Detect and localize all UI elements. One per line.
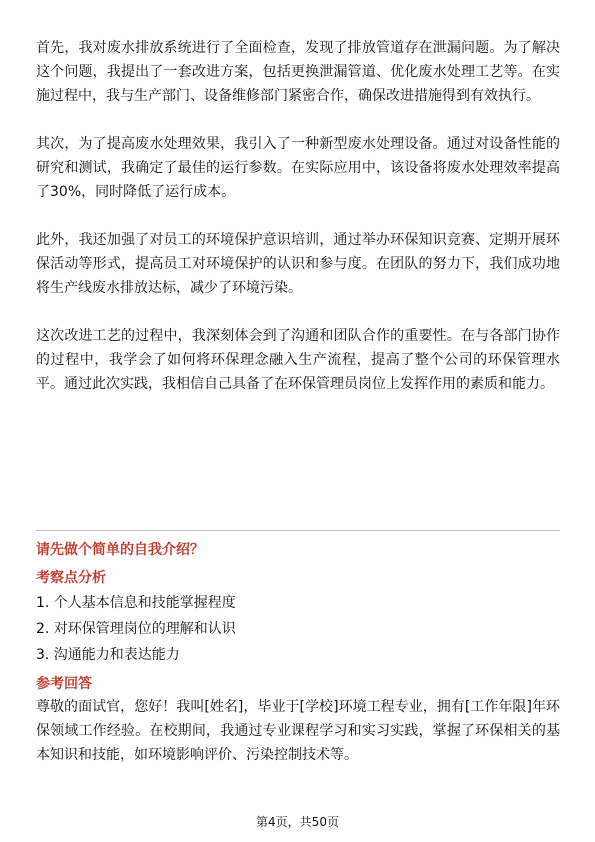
analysis-item: 3. 沟通能力和表达能力 [36,647,180,663]
body-paragraph: 此外，我还加强了对员工的环境保护意识培训，通过举办环保知识竞赛、定期开展环保活动等形式，提高员工对环境保护的认识和参与度。在团队的努力下，我们成功地将生产线废水排放达标，减少了环境污染。 [36,232,560,296]
document-body [36,36,560,396]
reference-answer-heading: 参考回答 [36,676,92,692]
reference-answer-text: 尊敬的面试官，您好！我叫[姓名]，毕业于[学校]环境工程专业，拥有[工作年限]年环保领域工作经验。在校期间，我通过专业课程学习和实习实践，掌握了环保相关的基本知识和技能，如环境影响评价、污染控制技术等。 [36,699,560,763]
section-divider [36,530,560,531]
body-paragraph: 这次改进工艺的过程中，我深刻体会到了沟通和团队合作的重要性。在与各部门协作的过程中，我学会了如何将环保理念融入生产流程，提高了整个公司的环保管理水平。通过此次实践，我相信自己具备了在环保管理员岗位上发挥作用的素质和能力。 [36,328,560,392]
analysis-item: 1. 个人基本信息和技能掌握程度 [36,595,236,611]
analysis-heading: 考察点分析 [36,570,106,586]
page-number-footer: 第4页，共50页 [256,815,339,829]
interview-question-block [36,539,560,767]
question-heading: 请先做个简单的自我介绍？ [36,542,204,558]
body-paragraph: 首先，我对废水排放系统进行了全面检查，发现了排放管道存在泄漏问题。为了解决这个问题，我提出了一套改进方案，包括更换泄漏管道、优化废水处理工艺等。在实施过程中，我与生产部门、设备维修部门紧密合作，确保改进措施得到有效执行。 [36,40,560,104]
analysis-item: 2. 对环保管理岗位的理解和认识 [36,621,236,637]
analysis-list [36,591,560,667]
body-paragraph: 其次，为了提高废水处理效果，我引入了一种新型废水处理设备。通过对设备性能的研究和测试，我确定了最佳的运行参数。在实际应用中，该设备将废水处理效率提高了30%，同时降低了运行成本。 [36,136,560,200]
